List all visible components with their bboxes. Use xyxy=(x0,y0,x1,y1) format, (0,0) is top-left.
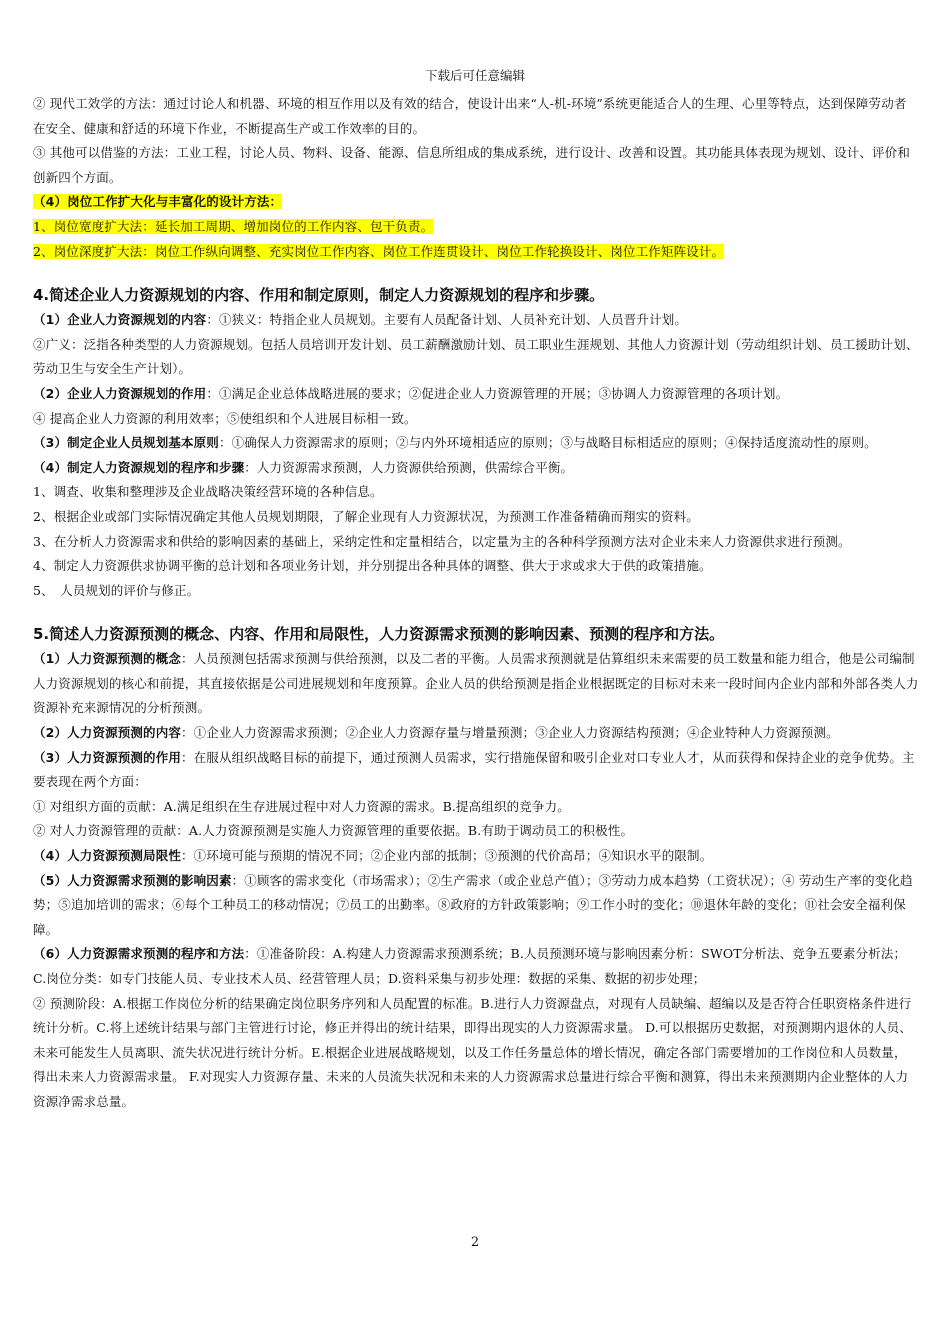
paragraph: ③ 其他可以借鉴的方法：工业工程，讨论人员、物料、设备、能源、信息所组成的集成系统，进行设计、改善和设置。其功能具体表现为规划、设计、评价和创新四个方面。 xyxy=(33,145,910,185)
item-text: ：①顾客的需求变化（市场需求）；②生产需求（或企业总产值）；③劳动力成本趋势（工资状况）；④ 劳动生产率的变化趋势；⑤追加培训的需求；⑥每个工种员工的移动情况；⑦员工的出勤率。⑧政府的方针政策影响；⑨工作小时的变化；⑩退休年龄的变化；⑪社会安全福利保障。 xyxy=(33,872,913,937)
paragraph: ① 对组织方面的贡献：A.满足组织在生存进展过程中对人力资源的需求。B.提高组织的竞争力。 xyxy=(33,798,570,814)
list-item: 5、 人员规划的评价与修正。 xyxy=(33,582,200,598)
list-item: 3、在分析人力资源需求和供给的影响因素的基础上，采纳定性和定量相结合，以定量为主的各种科学预测方法对企业未来人力资源供求进行预测。 xyxy=(33,533,851,549)
paragraph xyxy=(33,382,919,407)
list-item: 4、制定人力资源供求协调平衡的总计划和各项业务计划，并分别提出各种具体的调整、供大于求或求大于供的政策措施。 xyxy=(33,558,712,574)
item-text: ：在服从组织战略目标的前提下，通过预测人员需求，实行措施保留和吸引企业对口专业人才，从而获得和保持企业的竞争优势。主要表现在两个方面： xyxy=(33,749,915,790)
document-body xyxy=(33,92,919,1115)
item-label: （3）制定企业人员规划基本原则 xyxy=(33,435,219,451)
paragraph xyxy=(33,746,919,795)
paragraph xyxy=(33,647,919,721)
paragraph: ② 现代工效学的方法：通过讨论人和机器、环境的相互作用以及有效的结合，使设计出来“人-机-环境”系统更能适合人的生理、心里等特点，达到保障劳动者在安全、健康和舒适的环境下作业，不断提高生产或工作效率的目的。 xyxy=(33,96,907,136)
paragraph xyxy=(33,431,919,456)
paragraph xyxy=(33,721,919,746)
item-label: （4）人力资源预测局限性 xyxy=(33,848,181,864)
item-text: ：人力资源需求预测，人力资源供给预测，供需综合平衡。 xyxy=(244,459,574,475)
paragraph: ④ 提高企业人力资源的利用效率；⑤使组织和个人进展目标相一致。 xyxy=(33,410,417,426)
item-label: （1）人力资源预测的概念 xyxy=(33,651,181,667)
highlighted-item xyxy=(33,215,919,240)
highlight-text: 2、岗位深度扩大法：岗位工作纵向调整、充实岗位工作内容、岗位工作连贯设计、岗位工作轮换设计、岗位工作矩阵设计。 xyxy=(33,243,725,259)
section-4-title: 4.简述企业人力资源规划的内容、作用和制定原则，制定人力资源规划的程序和步骤。 xyxy=(33,286,605,305)
paragraph xyxy=(33,308,919,333)
paragraph xyxy=(33,869,919,943)
item-text: ：①准备阶段：A.构建人力资源需求预测系统；B.人员预测环境与影响因素分析：SWOT分析法、竞争五要素分析法；C.岗位分类：如专门技能人员、专业技术人员、经营管理人员；D.资料采集与初步处理：数据的采集、数据的初步处理； xyxy=(33,946,907,986)
paragraph xyxy=(33,942,919,991)
item-label: （4）制定人力资源规划的程序和步骤 xyxy=(33,459,245,475)
item-label: （6）人力资源需求预测的程序和方法 xyxy=(33,946,245,962)
section-5-title: 5.简述人力资源预测的概念、内容、作用和局限性，人力资源需求预测的影响因素、预测的程序和方法。 xyxy=(33,625,725,644)
paragraph xyxy=(33,844,919,869)
page-number: 2 xyxy=(470,1235,480,1250)
paragraph xyxy=(33,456,919,481)
item-text: ：人员预测包括需求预测与供给预测，以及二者的平衡。人员需求预测就是估算组织未来需要的员工数量和能力组合，他是公司编制人力资源规划的核心和前提，其直接依据是公司进展规划和年度预算。企业人员的供给预测是指企业根据既定的目标对未来一段时间内企业内部和外部各类人力资源补充来源情况的分析预测。 xyxy=(33,651,919,716)
item-text: ：①狭义：特指企业人员规划。主要有人员配备计划、人员补充计划、人员晋升计划。 xyxy=(206,312,688,328)
item-label: （3）人力资源预测的作用 xyxy=(33,749,181,765)
item-text: ：①企业人力资源需求预测；②企业人力资源存量与增量预测；③企业人力资源结构预测；④企业特种人力资源预测。 xyxy=(181,725,839,741)
item-label: （5）人力资源需求预测的影响因素 xyxy=(33,872,232,888)
item-text: ：①确保人力资源需求的原则；②与内外环境相适应的原则；③与战略目标相适应的原则；④保持适度流动性的原则。 xyxy=(218,435,877,451)
paragraph: ② 对人力资源管理的贡献：A.人力资源预测是实施人力资源管理的重要依据。B.有助于调动员工的积极性。 xyxy=(33,823,634,839)
item-label: （2）人力资源预测的内容 xyxy=(33,725,181,741)
highlighted-item xyxy=(33,240,919,265)
paragraph: ②广义：泛指各种类型的人力资源规划。包括人员培训开发计划、员工薪酬激励计划、员工职业生涯规划、其他人力资源计划（劳动组织计划、员工援助计划、劳动卫生与安全生产计划）。 xyxy=(33,336,919,377)
page-header: 下载后可任意编辑 xyxy=(424,68,525,83)
item-text: ：①环境可能与预期的情况不同；②企业内部的抵制；③预测的代价高昂；④知识水平的限制。 xyxy=(181,848,713,864)
item-label: （2）企业人力资源规划的作用 xyxy=(33,385,207,401)
list-item: 2、根据企业或部门实际情况确定其他人员规划期限，了解企业现有人力资源状况，为预测工作准备精确而翔实的资料。 xyxy=(33,508,699,524)
list-item: 1、调查、收集和整理涉及企业战略决策经营环境的各种信息。 xyxy=(33,484,383,500)
highlight-text: （4）岗位工作扩大化与丰富化的设计方法： xyxy=(33,194,283,210)
item-text: ：①满足企业总体战略进展的要求；②促进企业人力资源管理的开展；③协调人力资源管理的各项计划。 xyxy=(206,385,789,401)
highlighted-heading xyxy=(33,190,919,215)
item-label: （1）企业人力资源规划的内容 xyxy=(33,312,207,328)
highlight-text: 1、岗位宽度扩大法：延长加工周期、增加岗位的工作内容、包干负责。 xyxy=(33,218,434,234)
paragraph: ② 预测阶段：A.根据工作岗位分析的结果确定岗位职务序列和人员配置的标准。B.进行人力资源盘点，对现有人员缺编、超编以及是否符合任职资格条件进行统计分析。C.将上述统计结果与部门主管进行讨论，修正并得出的统计结果，即得出现实的人力资源需求量。 D.可以根据历史数据，对预测期内退休的人员、未来可能发生人员离职、流失状况进行统计分析。E.根据企业进展战略规划，以及工作任务量总体的增长情况，确定各部门需要增加的工作岗位和人员数量，得出未来人力资源需求量。 F.对现实人力资源存量、未来的人员流失状况和未来的人力资源需求总量进行综合平衡和测算，得出未来预测期内企业整体的人力资源净需求总量。 xyxy=(33,995,912,1109)
